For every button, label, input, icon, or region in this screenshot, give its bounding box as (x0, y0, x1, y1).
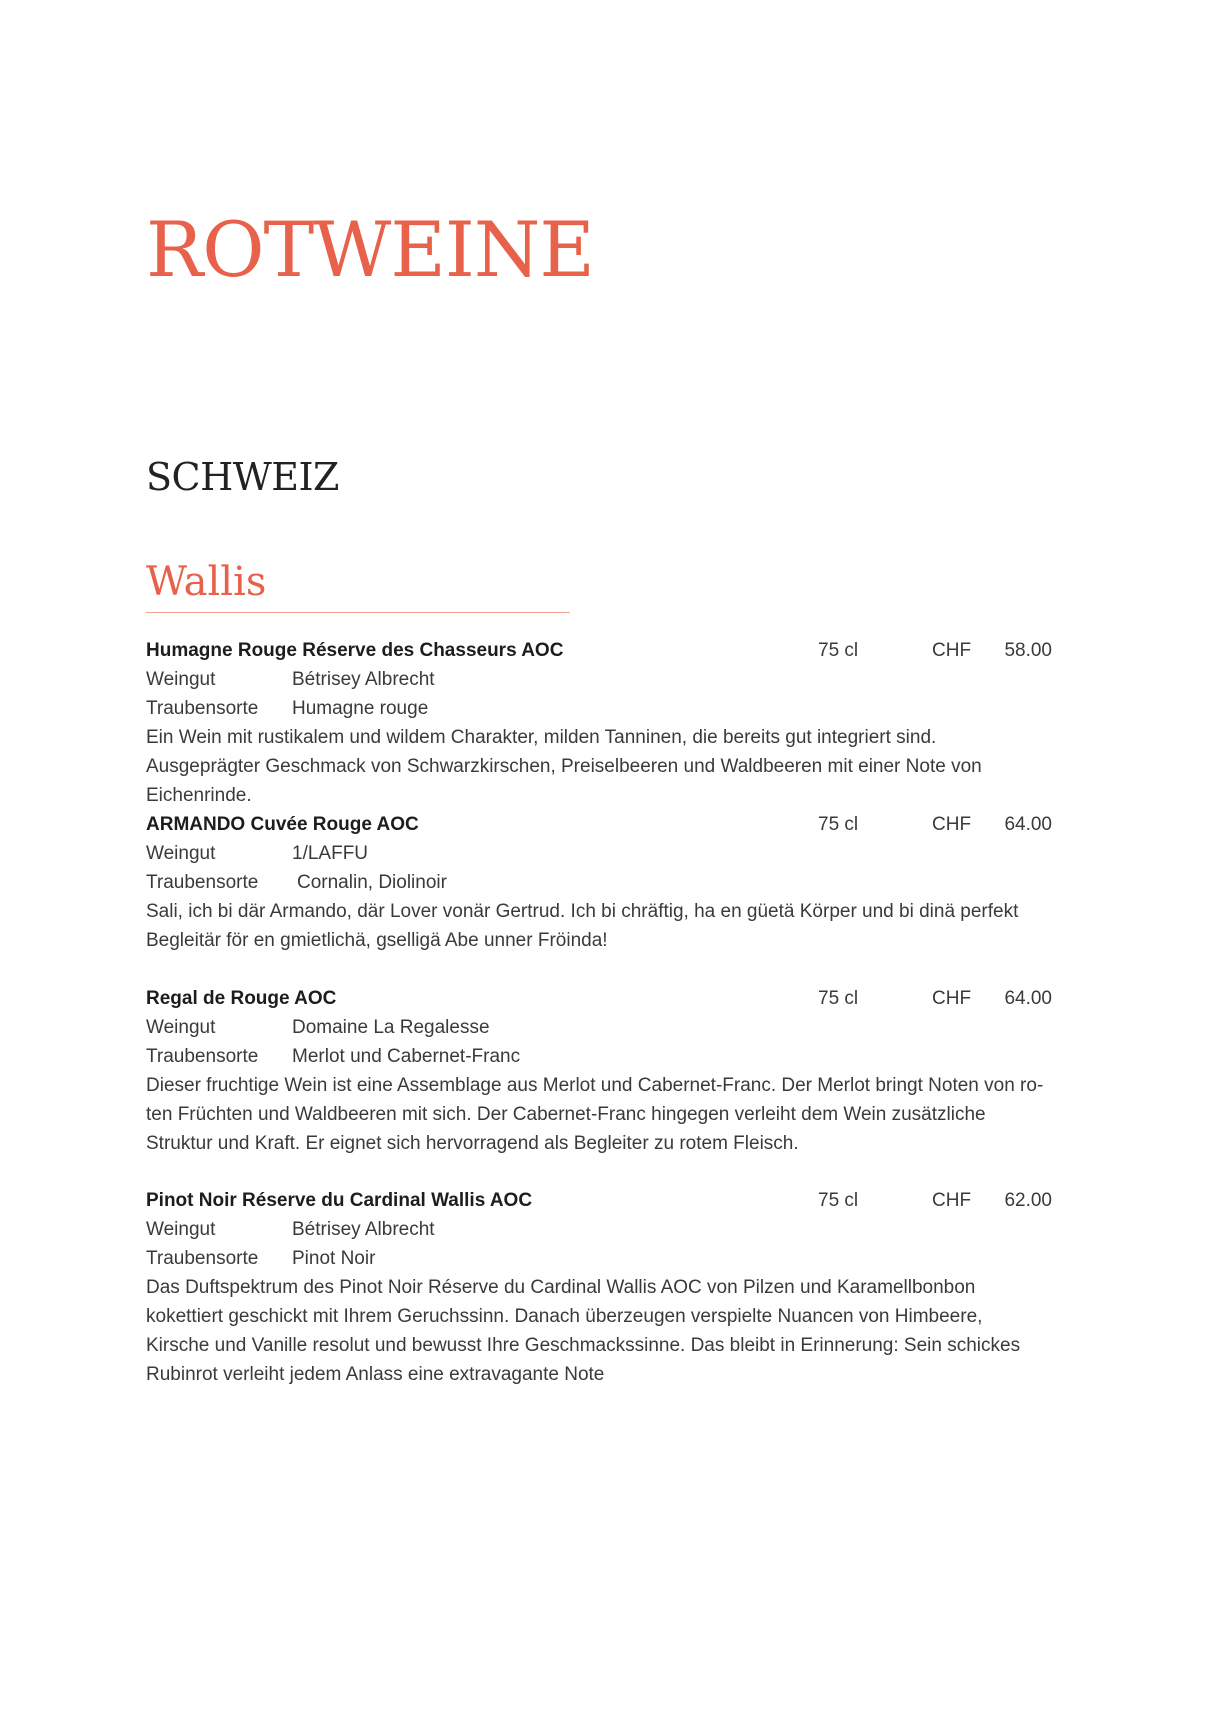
wine-entry (146, 1186, 1066, 1389)
wine-volume: 75 cl (818, 640, 859, 661)
traubensorte-row (146, 1042, 1066, 1071)
traubensorte-label: Traubensorte (146, 698, 259, 719)
wine-currency: CHF (932, 988, 972, 1009)
wine-name: Regal de Rouge AOC (146, 988, 337, 1009)
traubensorte-label: Traubensorte (146, 872, 259, 893)
weingut-value: 1/LAFFU (292, 843, 369, 864)
wine-volume: 75 cl (818, 814, 859, 835)
weingut-row (146, 1013, 1066, 1042)
weingut-value: Bétrisey Albrecht (292, 1219, 435, 1240)
wine-price: 62.00 (1004, 1190, 1052, 1211)
wine-description: Dieser fruchtige Wein ist eine Assemblage aus Merlot und Cabernet-Franc. Der Merlot bringt Noten von ro-ten Früchten und Waldbeeren mit sich. Der Cabernet-Franc hingegen verleiht dem Wein zusätzliche Struktur und Kraft. Er eignet sich hervorragend als Begleiter zu rotem Fleisch. (146, 1075, 1044, 1154)
wine-description: Sali, ich bi där Armando, där Lover vonär Gertrud. Ich bi chräftig, ha en güetä Körper und bi dinä perfekt Begleitär för en gmietlichä, gselligä Abe unner Fröinda! (146, 901, 1019, 951)
wine-header-row (146, 984, 1066, 1013)
wine-currency: CHF (932, 814, 972, 835)
weingut-row (146, 665, 1066, 694)
country-heading: SCHWEIZ (146, 455, 339, 499)
traubensorte-label: Traubensorte (146, 1248, 259, 1269)
wine-price: 64.00 (1004, 988, 1052, 1009)
wine-description: Ein Wein mit rustikalem und wildem Charakter, milden Tanninen, die bereits gut integriert sind. Ausgeprägter Geschmack von Schwarzkirschen, Preiselbeeren und Waldbeeren mit einer Note von Eichenrinde. (146, 727, 982, 806)
wine-entry (146, 984, 1066, 1158)
wine-volume: 75 cl (818, 1190, 859, 1211)
region-heading: Wallis (146, 559, 267, 605)
wine-currency: CHF (932, 640, 972, 661)
weingut-row (146, 1215, 1066, 1244)
traubensorte-value: Humagne rouge (292, 698, 429, 719)
wine-entry (146, 636, 1066, 810)
weingut-value: Domaine La Regalesse (292, 1017, 490, 1038)
wine-description: Das Duftspektrum des Pinot Noir Réserve du Cardinal Wallis AOC von Pilzen und Karamellbonbon kokettiert geschickt mit Ihrem Geruchssinn. Danach überzeugen verspielte Nuancen von Himbeere, Kirsche und Vanille resolut und bewusst Ihre Geschmackssinne. Das bleibt in Erinnerung: Sein schickes Rubinrot verleiht jedem Anlass eine extravagante Note (146, 1277, 1021, 1385)
wine-name: Humagne Rouge Réserve des Chasseurs AOC (146, 640, 564, 661)
wine-header-row (146, 636, 1066, 665)
traubensorte-row (146, 1244, 1066, 1273)
weingut-row (146, 839, 1066, 868)
wine-currency: CHF (932, 1190, 972, 1211)
wine-header-row (146, 810, 1066, 839)
wine-header-row (146, 1186, 1066, 1215)
wine-price: 58.00 (1004, 640, 1052, 661)
wine-name: Pinot Noir Réserve du Cardinal Wallis AOC (146, 1190, 533, 1211)
traubensorte-value: Merlot und Cabernet-Franc (292, 1046, 521, 1067)
weingut-label: Weingut (146, 669, 216, 690)
weingut-label: Weingut (146, 1219, 216, 1240)
weingut-label: Weingut (146, 1017, 216, 1038)
traubensorte-row (146, 694, 1066, 723)
wine-volume: 75 cl (818, 988, 859, 1009)
wine-entry (146, 810, 1066, 955)
wine-price: 64.00 (1004, 814, 1052, 835)
page-title: ROTWEINE (146, 205, 594, 294)
wine-name: ARMANDO Cuvée Rouge AOC (146, 814, 419, 835)
weingut-label: Weingut (146, 843, 216, 864)
traubensorte-label: Traubensorte (146, 1046, 259, 1067)
weingut-value: Bétrisey Albrecht (292, 669, 435, 690)
region-divider (146, 612, 570, 613)
traubensorte-value: Cornalin, Diolinoir (297, 872, 447, 893)
traubensorte-row (146, 868, 1066, 897)
traubensorte-value: Pinot Noir (292, 1248, 376, 1269)
